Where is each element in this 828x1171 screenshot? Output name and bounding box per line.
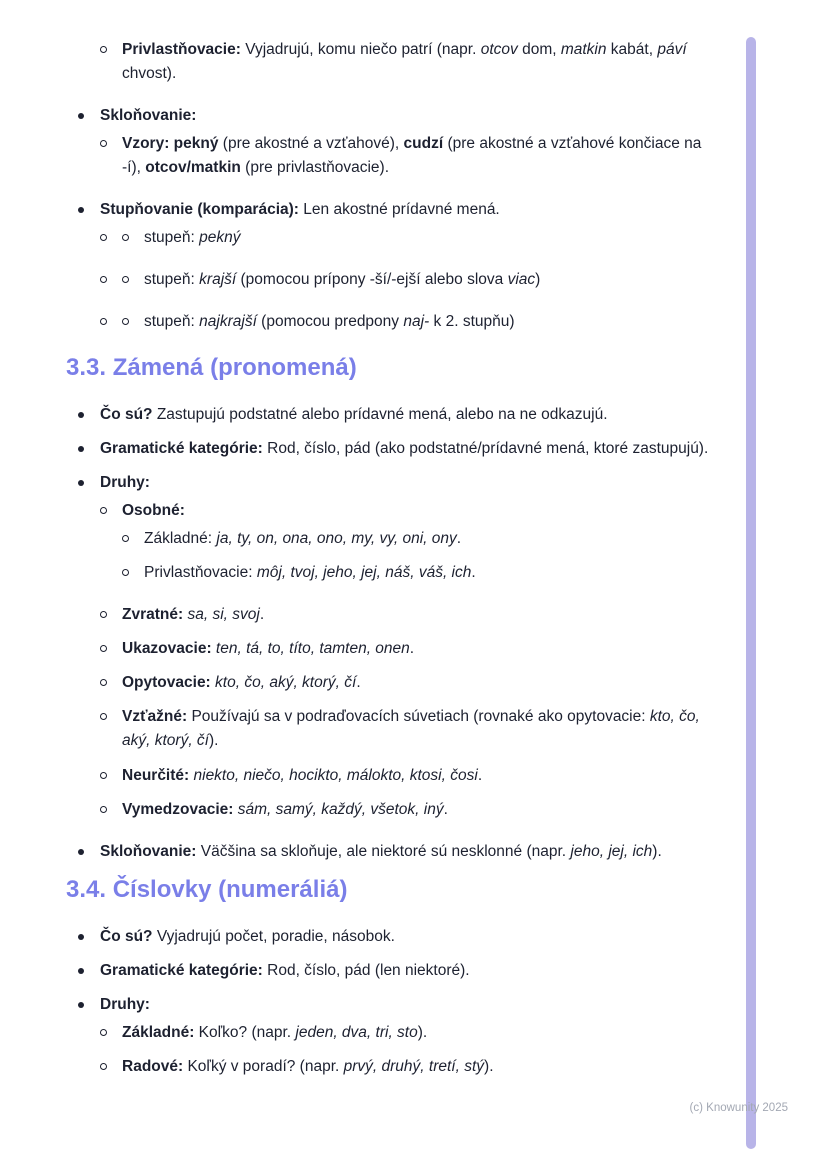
circle-bullet-icon (100, 310, 122, 325)
list-item (66, 925, 718, 949)
list-item (66, 764, 718, 788)
list-item-text: stupeň: krajší (pomocou prípony -ší/-ejší alebo slova viac) (144, 271, 541, 289)
list-item (66, 226, 718, 250)
list-item (66, 104, 718, 128)
list-item (66, 132, 718, 180)
circle-bullet-icon (100, 38, 122, 53)
circle-bullet-icon (122, 310, 144, 325)
list-item (66, 603, 718, 627)
list-item-text: Gramatické kategórie: Rod, číslo, pád (ako podstatné/prídavné mená, ktoré zastupujú). (100, 440, 709, 458)
list-item (66, 471, 718, 495)
list-item-text: Vzťažné: Používajú sa v podraďovacích súvetiach (rovnaké ako opytovacie: kto, čo, aký, ktorý, čí). (122, 708, 700, 750)
list-item-text: stupeň: najkrajší (pomocou predpony naj- k 2. stupňu) (144, 313, 515, 331)
list-item (66, 437, 718, 461)
circle-bullet-icon (100, 705, 122, 720)
list-item-text: Ukazovacie: ten, tá, to, títo, tamten, onen. (122, 640, 415, 658)
disc-bullet-icon (78, 403, 100, 418)
list-item-text: Základné: Koľko? (napr. jeden, dva, tri, sto). (122, 1023, 428, 1041)
list-item-text: stupeň: pekný (144, 229, 241, 247)
circle-bullet-icon (122, 561, 144, 576)
disc-bullet-icon (78, 104, 100, 119)
disc-bullet-icon (78, 437, 100, 452)
disc-bullet-icon (78, 925, 100, 940)
list-item-text: Čo sú? Vyjadrujú počet, poradie, násobok. (100, 927, 395, 945)
disc-bullet-icon (78, 959, 100, 974)
circle-bullet-icon (100, 764, 122, 779)
list-item (66, 198, 718, 222)
circle-bullet-icon (100, 226, 122, 241)
disc-bullet-icon (78, 471, 100, 486)
disc-bullet-icon (78, 840, 100, 855)
list-item-text: Stupňovanie (komparácia): Len akostné prídavné mená. (100, 201, 500, 219)
disc-bullet-icon (78, 993, 100, 1008)
list-item-text: Opytovacie: kto, čo, aký, ktorý, čí. (122, 674, 361, 692)
list-item (66, 1021, 718, 1045)
list-item-text: Druhy: (100, 474, 150, 492)
disc-bullet-icon (78, 198, 100, 213)
list-item-text: Privlastňovacie: Vyjadrujú, komu niečo patrí (napr. otcov dom, matkin kabát, páví chvost). (122, 41, 687, 83)
list-item-text: Druhy: (100, 995, 150, 1013)
list-item (66, 561, 718, 585)
list-item-text: Skloňovanie: Väčšina sa skloňuje, ale niektoré sú nesklonné (napr. jeho, jej, ich). (100, 842, 662, 860)
circle-bullet-icon (100, 268, 122, 283)
list-item-text: Osobné: (122, 502, 185, 520)
circle-bullet-icon (100, 132, 122, 147)
list-item (66, 637, 718, 661)
list-item (66, 993, 718, 1017)
list-item-text: Vzory: pekný (pre akostné a vzťahové), cudzí (pre akostné a vzťahové končiace na -í), otcov/matkin (pre privlastňovacie). (122, 135, 702, 177)
circle-bullet-icon (100, 603, 122, 618)
list-item-text: Zvratné: sa, si, svoj. (122, 606, 265, 624)
list-item-text: Neurčité: niekto, niečo, hocikto, málokto, ktosi, čosi. (122, 766, 483, 784)
list-item-text: Vymedzovacie: sám, samý, každý, všetok, iný. (122, 800, 448, 818)
list-item-text: Privlastňovacie: môj, tvoj, jeho, jej, náš, váš, ich. (144, 564, 476, 582)
list-item-text: Skloňovanie: (100, 107, 197, 125)
circle-bullet-icon (100, 1021, 122, 1036)
list-item (66, 527, 718, 551)
circle-bullet-icon (122, 268, 144, 283)
circle-bullet-icon (122, 226, 144, 241)
list-item-text: Čo sú? Zastupujú podstatné alebo prídavné mená, alebo na ne odkazujú. (100, 406, 608, 424)
list-item-text: Základné: ja, ty, on, ona, ono, my, vy, oni, ony. (144, 530, 462, 548)
circle-bullet-icon (100, 671, 122, 686)
circle-bullet-icon (100, 798, 122, 813)
circle-bullet-icon (122, 527, 144, 542)
section-heading-3-4: 3.4. Číslovky (numeráliá) (66, 875, 348, 903)
list-item-text: Gramatické kategórie: Rod, číslo, pád (len niektoré). (100, 961, 470, 979)
circle-bullet-icon (100, 637, 122, 652)
list-item (66, 499, 718, 523)
list-item (66, 268, 718, 292)
circle-bullet-icon (100, 499, 122, 514)
list-item (66, 671, 718, 695)
list-item (66, 705, 718, 753)
list-item (66, 840, 718, 864)
list-item (66, 959, 718, 983)
list-item (66, 1055, 718, 1079)
list-item-text: Radové: Koľký v poradí? (napr. prvý, druhý, tretí, stý). (122, 1057, 494, 1075)
copyright-footer: (c) Knowunity 2025 (689, 1102, 788, 1114)
list-item (66, 403, 718, 427)
scrollbar-thumb[interactable] (746, 37, 756, 1149)
list-item (66, 310, 718, 334)
section-heading-3-3: 3.3. Zámená (pronomená) (66, 354, 357, 382)
list-item (66, 798, 718, 822)
list-item (66, 38, 718, 86)
circle-bullet-icon (100, 1055, 122, 1070)
